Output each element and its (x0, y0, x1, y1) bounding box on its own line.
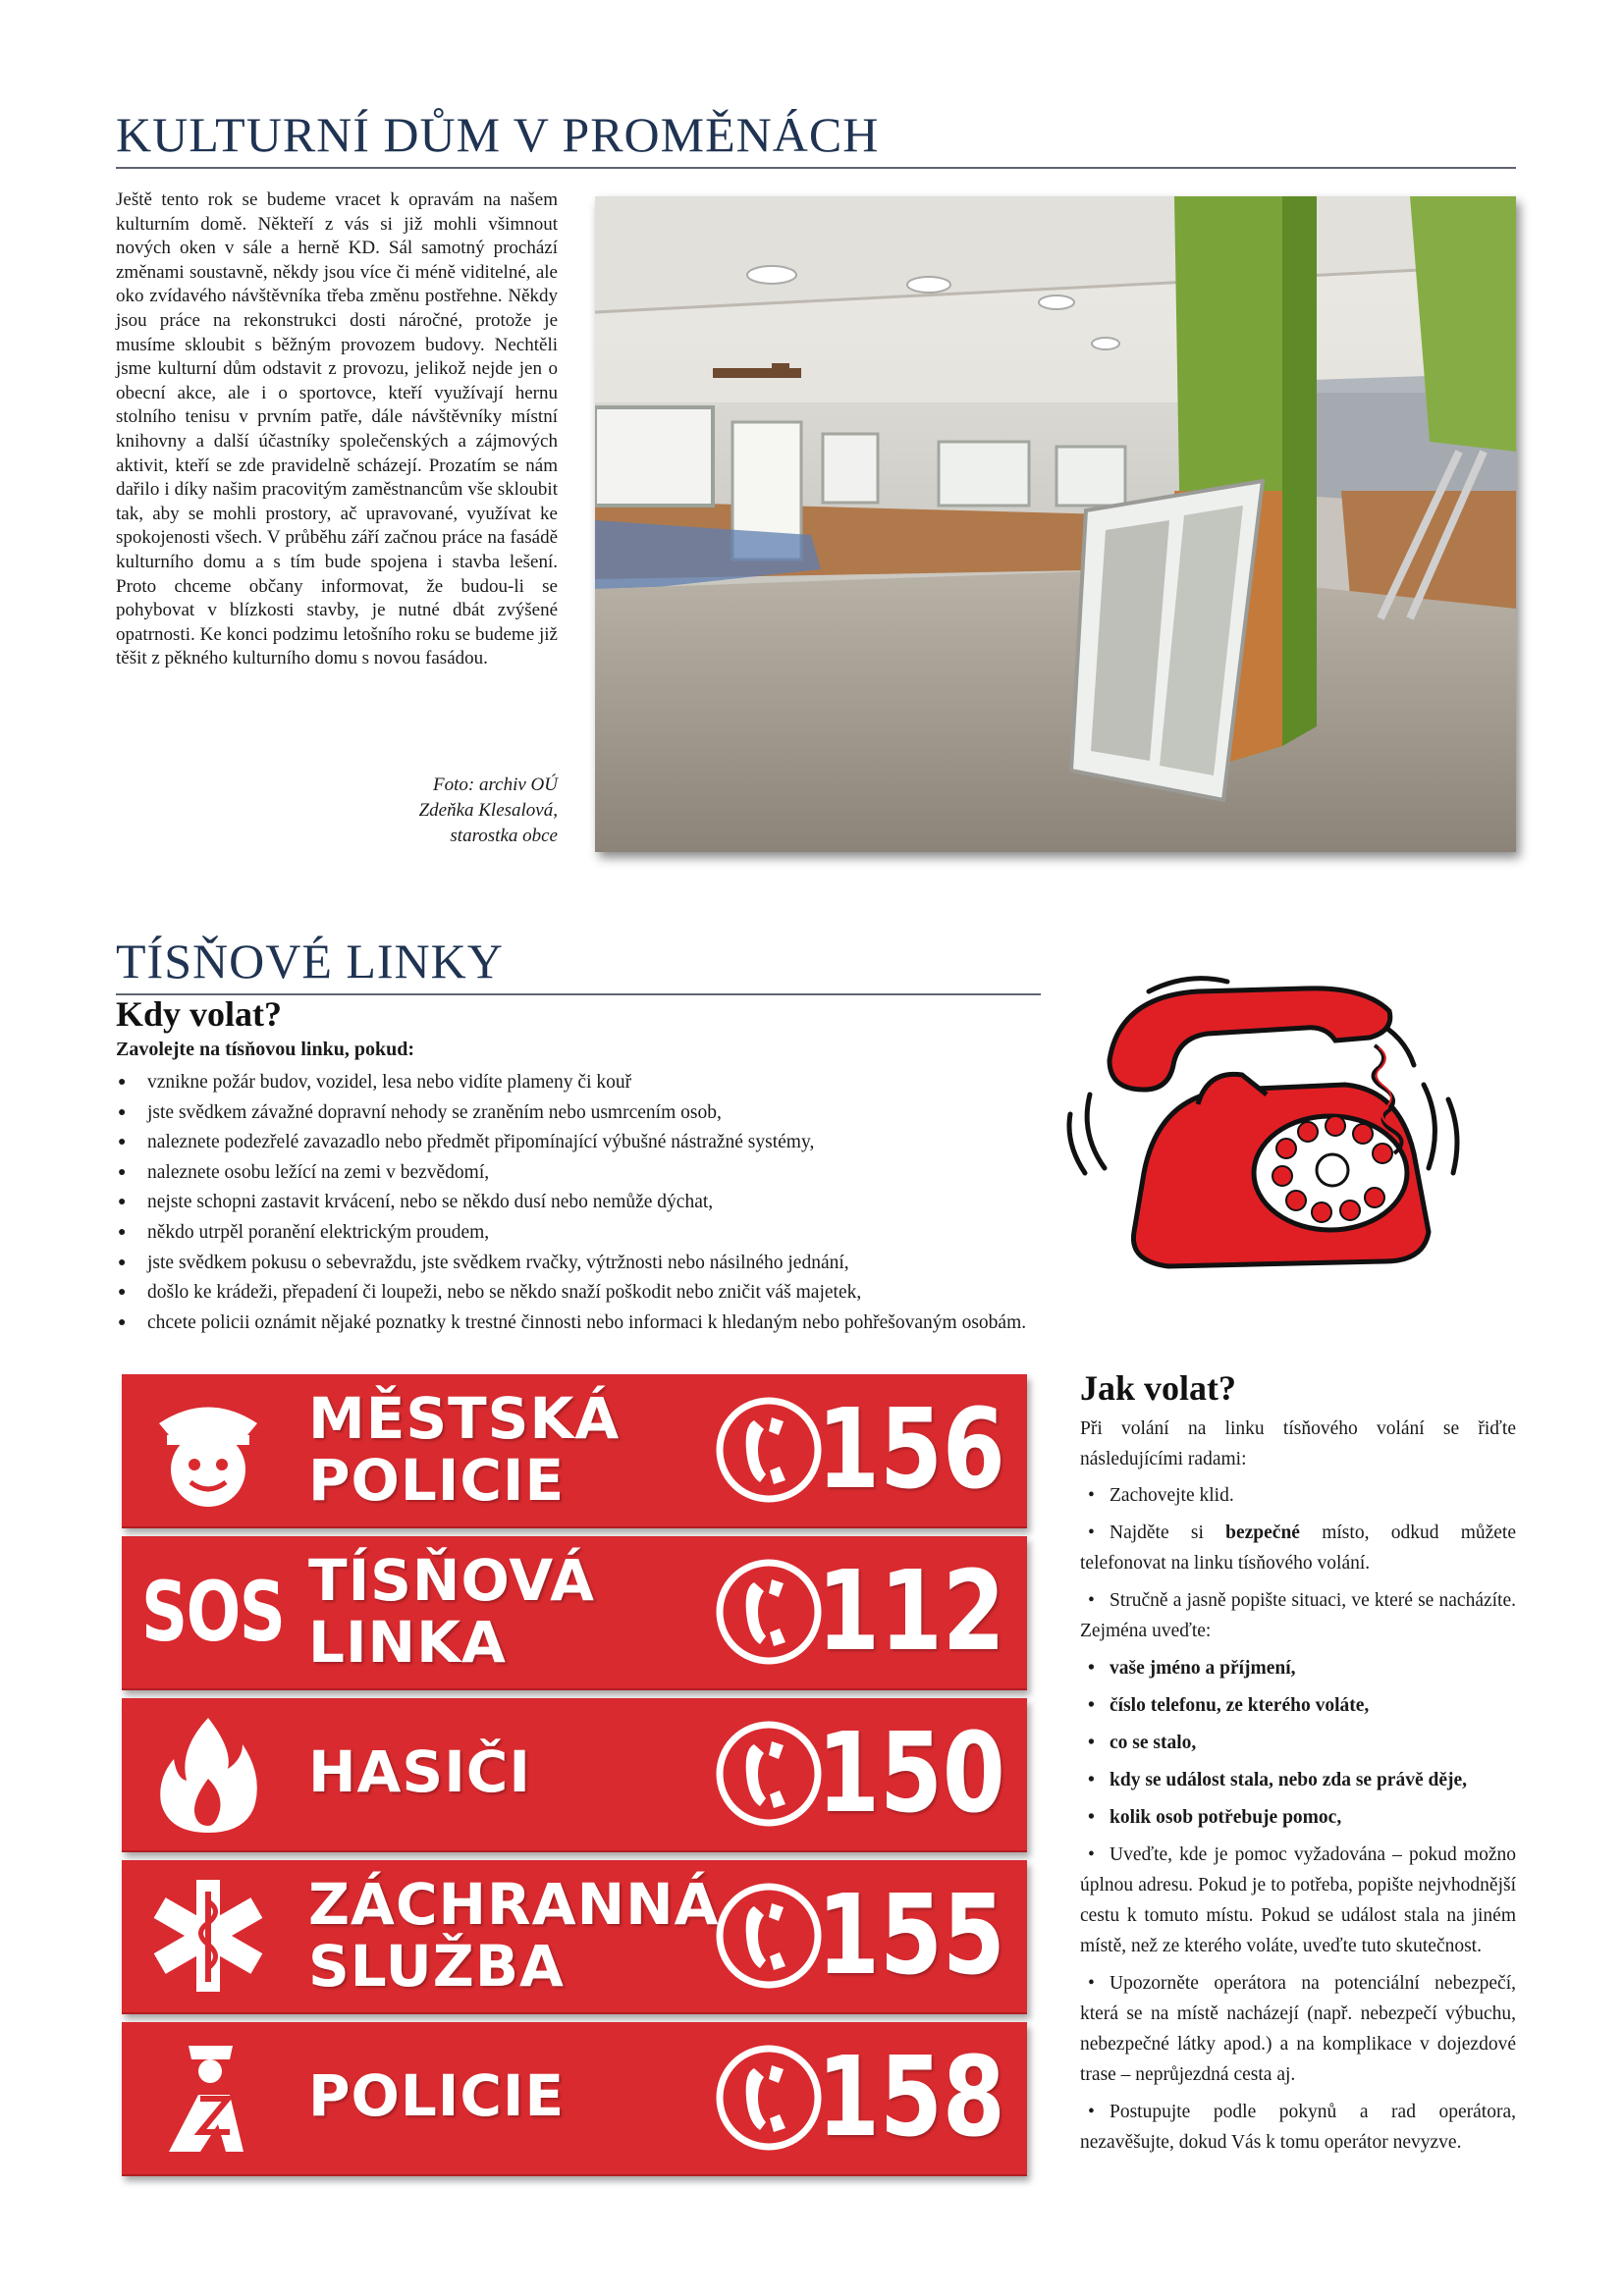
list-item-text: co se stalo, (1110, 1733, 1197, 1753)
sign-police (122, 2022, 1027, 2176)
phone-icon (715, 1558, 823, 1666)
when-list (116, 1068, 1196, 1338)
list-item-emphasis: bezpečné (1225, 1522, 1300, 1543)
list-item: ● chcete policii oznámit nějaké poznatky k trestné činnosti nebo informaci k hledaným nebo pohřešovaným osobám. (116, 1308, 1196, 1339)
list-item: • Stručně a jasně popište situaci, ve které se nacházíte. Zejména uveďte: (1080, 1590, 1516, 1641)
sign-line: POLICIE (308, 1447, 566, 1514)
phone-icon (715, 1882, 823, 1990)
sign-line: TÍSŇOVÁ (308, 1547, 596, 1614)
how-list (1080, 1480, 1516, 2158)
how-section (1080, 1414, 1516, 2164)
list-item-text: vaše jméno a příjmení, (1110, 1658, 1296, 1679)
sign-line: HASIČI (308, 1738, 531, 1805)
sign-number: 150 (817, 1710, 1005, 1838)
list-item-text: kolik osob potřebuje pomoc, (1110, 1807, 1342, 1828)
ringing-telephone-icon (1051, 967, 1483, 1291)
list-item: • Zachovejte klid. (1088, 1485, 1234, 1506)
when-intro: Zavolejte na tísňovou linku, pokud: (116, 1039, 414, 1060)
when-heading: Kdy volat? (116, 994, 283, 1034)
credit-line: Zdeňka Klesalová, (418, 800, 558, 821)
sign-line: MĚSTSKÁ (308, 1385, 621, 1452)
list-item: ● někdo utrpěl poranění elektrickým proudem, (116, 1218, 1196, 1249)
list-item: ● naleznete podezřelé zavazadlo nebo předmět připomínající výbušné nástražné systémy, (116, 1128, 1196, 1158)
sign-number: 155 (817, 1872, 1005, 2000)
emergency-title: TÍSŇOVÉ LINKY (116, 934, 504, 988)
list-item: ● naleznete osobu ležící na zemi v bezvědomí, (116, 1158, 1196, 1189)
list-item: • kolik osob potřebuje pomoc, (1088, 1807, 1342, 1828)
sign-number: 112 (817, 1548, 1005, 1676)
fire-icon (139, 1710, 277, 1838)
sign-line: SLUŽBA (308, 1933, 565, 2000)
title-rule (116, 167, 1516, 169)
list-item-text: Stručně a jasně popište situaci, ve které se nacházíte. Zejména uveďte: (1080, 1590, 1516, 1641)
list-item-text: Upozorněte operátora na potenciální nebezpečí, která se na místě nacházejí (např. nebezpečí výbuchu, nebezpečné látky apod.) a na komplikace v dojezdové trase – neprůjezdná cesta aj. (1080, 1973, 1516, 2085)
list-item: ● došlo ke krádeži, přepadení či loupeži, nebo se někdo snaží poškodit nebo zničit váš majetek, (116, 1278, 1196, 1308)
list-item: • Najděte si bezpečné místo, odkud můžete telefonovat na linku tísňového volání. (1080, 1522, 1516, 1574)
list-item-text: Uveďte, kde je pomoc vyžadována – pokud možno úplnou adresu. Pokud je to potřeba, popište nejvhodnější cestu k tomuto místu. Pokud se událost stala na jiném místě, než ze kterého voláte, uveďte tuto skutečnost. (1080, 1844, 1516, 1956)
list-item: • Uveďte, kde je pomoc vyžadována – pokud možno úplnou adresu. Pokud je to potřeba, popište nejvhodnější cestu k tomuto místu. Pokud se událost stala na jiném místě, než ze kterého voláte, uveďte tuto skutečnost. (1080, 1844, 1516, 1956)
list-item-text: číslo telefonu, ze kterého voláte, (1110, 1695, 1370, 1716)
article-title: KULTURNÍ DŮM V PROMĚNÁCH (116, 107, 880, 162)
sign-line: POLICIE (308, 2062, 566, 2129)
hall-photo (595, 196, 1516, 852)
list-item-text: místo, odkud můžete telefonovat na linku tísňového volání. (1080, 1522, 1516, 1574)
police-officer-icon (139, 1386, 277, 1514)
list-item: • kdy se událost stala, nebo zda se právě děje, (1088, 1770, 1468, 1790)
list-item: ● vznikne požár budov, vozidel, lesa nebo vidíte plameny či kouř (116, 1068, 1196, 1098)
article-body: Ještě tento rok se budeme vracet k opravám na našem kulturním domě. Někteří z vás si již mohli všimnout nových oken v sále a herně KD. Sál samotný prochází změnami soustavně, někdy jsou více či méně viditelné, ale oko zvídavého návštěvníka třeba změnu postřehne. Někdy jsou práce na rekonstrukci dosti náročné, protože je musíme skloubit s běžným provozem budovy. Nechtěli jsme kulturní dům odstavit z provozu, jelikož nejde jen o obecní akce, ale i o sportovce, kteří využívají hernu stolního tenisu v prvním patře, dále návštěvníky místní knihovny a další účastníky společenských a zájmových aktivit, kteří se zde pravidelně scházejí. Prozatím se nám dařilo i díky našim pracovitým zaměstnancům vše skloubit tak, aby se mohli prostory, ač upravované, využívat ke spokojenosti všech. V průběhu září začnou práce na fasádě kulturního domu a s tím bude spojena i stavba lešení. Proto chceme občany informovat, že budou-li se pohybovat v blízkosti stavby, je nutné dbát zvýšené opatrnosti. Ke konci podzimu letošního roku se budeme již těšit z pěkného kulturního domu s novou fasádou. (116, 189, 558, 669)
sign-number: 156 (817, 1386, 1005, 1514)
list-item: • co se stalo, (1088, 1733, 1197, 1753)
sign-number: 158 (817, 2034, 1005, 2162)
list-item: • Upozorněte operátora na potenciální nebezpečí, která se na místě nacházejí (např. nebezpečí výbuchu, nebezpečné látky apod.) a na komplikace v dojezdové trase – neprůjezdná cesta aj. (1080, 1973, 1516, 2085)
list-item: ● nejste schopni zastavit krvácení, nebo se někdo dusí nebo nemůže dýchat, (116, 1188, 1196, 1218)
list-item-text: Postupujte podle pokynů a rad operátora, nezavěšujte, dokud Vás k tomu operátor nevyzve. (1080, 2102, 1516, 2153)
sign-city-police (122, 1374, 1027, 1528)
phone-icon (715, 2044, 823, 2152)
list-item: • číslo telefonu, ze kterého voláte, (1088, 1695, 1370, 1716)
list-item: • Postupujte podle pokynů a rad operátora, nezavěšujte, dokud Vás k tomu operátor nevyzve. (1080, 2102, 1516, 2153)
sign-firefighters (122, 1698, 1027, 1852)
police-figure-icon (139, 2034, 277, 2162)
list-item-text: Najděte si (1110, 1522, 1226, 1543)
phone-icon (715, 1720, 823, 1828)
credit-line: Foto: archiv OÚ (433, 774, 558, 795)
sos-icon: SOS (141, 1564, 285, 1660)
hall-interior-image (595, 196, 1516, 852)
list-item: ● jste svědkem pokusu o sebevraždu, jste svědkem rvačky, výtržnosti nebo násilného jednání, (116, 1249, 1196, 1279)
credit-line: starostka obce (450, 826, 558, 846)
list-item-text: kdy se událost stala, nebo zda se právě děje, (1110, 1770, 1468, 1790)
list-item: ● jste svědkem závažné dopravní nehody se zraněním nebo usmrcením osob, (116, 1098, 1196, 1129)
star-of-life-icon (139, 1872, 277, 2000)
sign-line: LINKA (308, 1609, 507, 1676)
list-item: • vaše jméno a příjmení, (1088, 1658, 1296, 1679)
phone-icon (715, 1396, 823, 1504)
sign-line: ZÁCHRANNÁ (308, 1871, 720, 1938)
list-item-text: Zachovejte klid. (1110, 1485, 1234, 1506)
sign-ambulance (122, 1860, 1027, 2014)
sign-emergency-line (122, 1536, 1027, 1690)
how-intro: Při volání na linku tísňového volání se řiďte následujícími radami: (1080, 1418, 1516, 1469)
how-heading: Jak volat? (1080, 1368, 1237, 1408)
photo-credit (324, 773, 558, 849)
